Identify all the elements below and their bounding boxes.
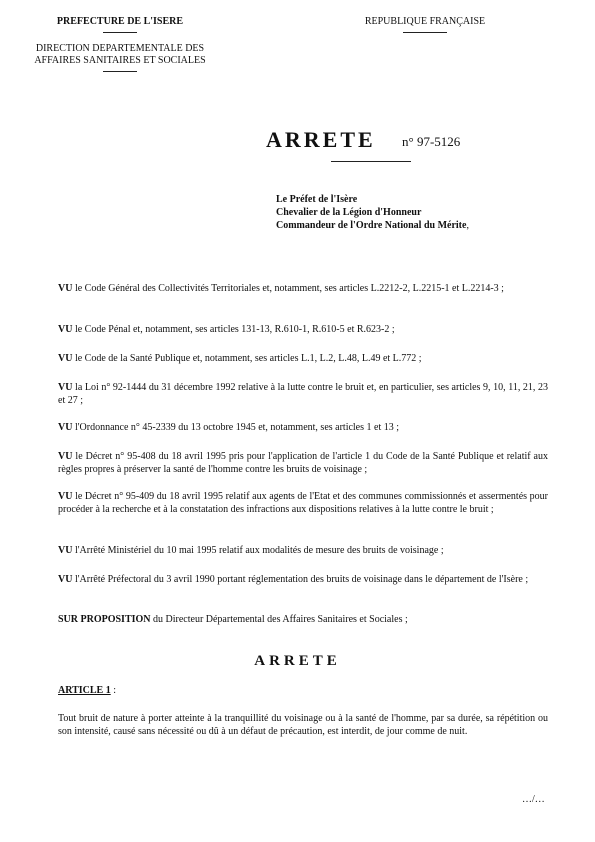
- visa-paragraph: [58, 490, 548, 516]
- visa-text: le Décret n° 95-408 du 18 avril 1995 pris pour l'application de l'article 1 du Code de la Santé Publique et relatif aux règles propres à préserver la santé de l'homme contre les bruits de voisinage ;: [58, 451, 548, 475]
- direction-line-2: AFFAIRES SANITAIRES ET SOCIALES: [34, 55, 206, 66]
- divider: [103, 32, 137, 33]
- visa-text: la Loi n° 92-1444 du 31 décembre 1992 relative à la lutte contre le bruit et, en particulier, ses articles 9, 10, 11, 21, 23 et 27 ;: [58, 382, 548, 406]
- prefet-line-3: [276, 219, 469, 232]
- prefet-block: [276, 193, 469, 232]
- visa-keyword: VU: [58, 491, 73, 502]
- visa-keyword: VU: [58, 451, 73, 462]
- visa-keyword: VU: [58, 574, 73, 585]
- direction-line-1: DIRECTION DEPARTEMENTALE DES: [35, 43, 205, 54]
- document-title: ARRETE: [266, 127, 376, 152]
- article-colon: :: [110, 685, 116, 696]
- divider: [403, 32, 447, 33]
- visa-paragraph: [58, 282, 548, 295]
- visa-text: le Code de la Santé Publique et, notamment, ses articles L.1, L.2, L.48, L.49 et L.772 ;: [72, 353, 422, 364]
- visa-text: le Code Pénal et, notamment, ses articles 131-13, R.610-1, R.610-5 et R.623-2 ;: [72, 324, 395, 335]
- visa-paragraph: [58, 450, 548, 476]
- visa-paragraph: [58, 381, 548, 407]
- visa-keyword: VU: [58, 353, 73, 364]
- visa-keyword: VU: [58, 382, 73, 393]
- prefet-line-3-punct: ,: [466, 220, 469, 231]
- article-text: Tout bruit de nature à porter atteinte à la tranquillité du voisinage ou à la santé de l'homme, par sa durée, sa répétition ou son intensité, causé sans nécessité ou dû à un défaut de précaution, est interdit, de jour comme de nuit.: [58, 713, 548, 737]
- issuer-block: [20, 16, 220, 72]
- prefet-line-3-text: Commandeur de l'Ordre National du Mérite: [276, 220, 467, 231]
- article-heading: [58, 685, 116, 696]
- republic-name: REPUBLIQUE FRANÇAISE: [364, 16, 486, 27]
- visa-paragraph: [58, 421, 548, 434]
- section-title: ARRETE: [254, 653, 341, 669]
- visa-text: le Code Général des Collectivités Territoriales et, notamment, ses articles L.2212-2, L.2215-1 et L.2214-3 ;: [72, 283, 504, 294]
- republic-block: [340, 16, 510, 33]
- visa-text: l'Arrêté Ministériel du 10 mai 1995 relatif aux modalités de mesure des bruits de voisinage ;: [72, 545, 444, 556]
- title-divider: [331, 161, 411, 162]
- visa-keyword: VU: [58, 324, 73, 335]
- proposal-text: du Directeur Départemental des Affaires Sanitaires et Sociales ;: [150, 614, 408, 625]
- visa-text: l'Arrêté Préfectoral du 3 avril 1990 portant réglementation des bruits de voisinage dans le département de l'Isère ;: [72, 574, 529, 585]
- visa-text: le Décret n° 95-409 du 18 avril 1995 relatif aux agents de l'Etat et des communes commissionnés et assermentés pour procéder à la recherche et à la constatation des infractions aux dispositions relatives à la lutte contre le bruit ;: [58, 491, 548, 515]
- visa-paragraph: [58, 573, 548, 586]
- visa-keyword: VU: [58, 422, 73, 433]
- prefet-line-1: Le Préfet de l'Isère: [276, 194, 358, 205]
- prefet-line-2: Chevalier de la Légion d'Honneur: [276, 207, 422, 218]
- visa-paragraph: [58, 544, 548, 557]
- visa-paragraph: [58, 323, 548, 336]
- visa-keyword: VU: [58, 283, 73, 294]
- visa-text: l'Ordonnance n° 45-2339 du 13 octobre 1945 et, notamment, ses articles 1 et 13 ;: [72, 422, 400, 433]
- divider: [103, 71, 137, 72]
- prefecture-name: PREFECTURE DE L'ISERE: [56, 16, 184, 27]
- visa-paragraph: [58, 352, 548, 365]
- visa-keyword: VU: [58, 545, 73, 556]
- arrete-number: n° 97-5126: [402, 134, 461, 149]
- continuation-mark: …/…: [522, 794, 545, 805]
- article-label: ARTICLE 1: [58, 685, 111, 696]
- proposal-paragraph: [58, 613, 548, 626]
- proposal-keyword: SUR PROPOSITION: [58, 614, 151, 625]
